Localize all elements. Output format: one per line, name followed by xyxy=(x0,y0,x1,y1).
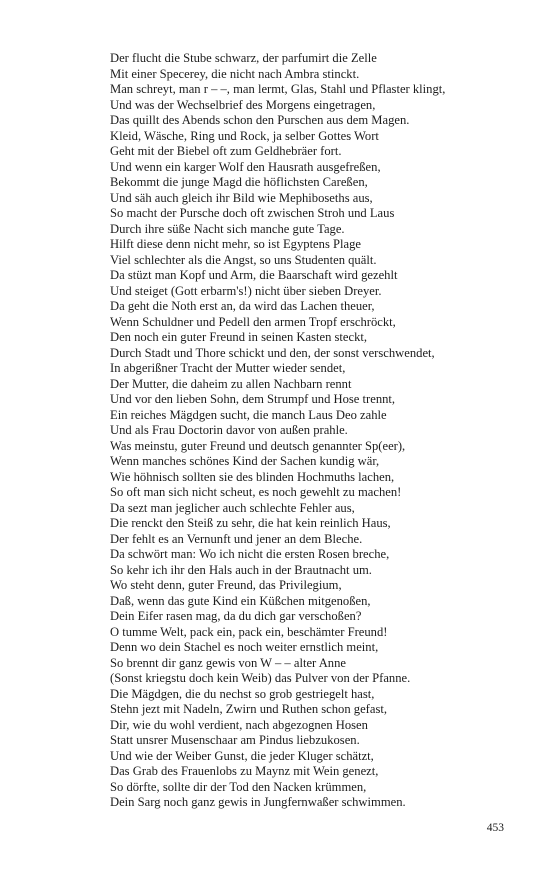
poem-line: Was meinstu, guter Freund und deutsch genannter Sp(eer), xyxy=(110,438,406,453)
poem-line: Durch ihre süße Nacht sich manche gute Tage. xyxy=(110,221,345,236)
poem-line: Bekommt die junge Magd die höflichsten Careßen, xyxy=(110,175,368,189)
poem-line: Der flucht die Stube schwarz, der parfumirt die Zelle xyxy=(110,51,377,65)
poem-line: Dir, wie du wohl verdient, nach abgezognen Hosen xyxy=(110,717,368,732)
poem-line: Und was der Wechselbrief des Morgens eingetragen, xyxy=(110,97,376,112)
poem-line: Und als Frau Doctorin davor von außen prahle. xyxy=(110,423,348,437)
poem-line: Da stüzt man Kopf und Arm, die Baarschaft wird gezehlt xyxy=(110,268,398,282)
poem-line: So dörfte, sollte dir der Tod den Nacken krümmen, xyxy=(110,779,367,794)
poem-line: Mit einer Specerey, die nicht nach Ambra stinckt. xyxy=(110,66,360,81)
poem-line: Dein Eifer rasen mag, da du dich gar verschoßen? xyxy=(110,609,362,623)
poem-line: Wenn manches schönes Kind der Sachen kundig wär, xyxy=(110,454,380,468)
poem-line: Stehn jezt mit Nadeln, Zwirn und Ruthen schon gefast, xyxy=(110,702,388,716)
poem-line: Und vor den lieben Sohn, dem Strumpf und Hose trennt, xyxy=(110,392,396,406)
poem-line: Da sezt man jeglicher auch schlechte Fehler aus, xyxy=(110,500,355,515)
poem-line: Dein Sarg noch ganz gewis in Jungfernwaßer schwimmen. xyxy=(110,795,406,809)
poem-line: So macht der Pursche doch oft zwischen Stroh und Laus xyxy=(110,206,395,220)
poem-line: Und wenn ein karger Wolf den Hausrath ausgefreßen, xyxy=(110,159,381,174)
poem-line: Statt unsrer Musenschaar am Pindus liebzukosen. xyxy=(110,733,360,747)
poem-line: So brennt dir ganz gewis von W – – alter Anne xyxy=(110,655,346,670)
poem-line: Der fehlt es an Vernunft und jener an dem Bleche. xyxy=(110,531,363,546)
poem-line: Hilft diese denn nicht mehr, so ist Egyptens Plage xyxy=(110,237,361,251)
poem-line: Da geht die Noth erst an, da wird das Lachen theuer, xyxy=(110,299,375,313)
poem-line: So kehr ich ihr den Hals auch in der Brautnacht um. xyxy=(110,562,372,577)
poem-line: (Sonst kriegstu doch kein Weib) das Pulver von der Pfanne. xyxy=(110,671,411,685)
poem-line: Viel schlechter als die Angst, so uns Studenten quält. xyxy=(110,252,377,267)
poem-line: Wenn Schuldner und Pedell den armen Tropf erschröckt, xyxy=(110,314,396,329)
poem-line: Wie höhnisch sollten sie des blinden Hochmuths lachen, xyxy=(110,469,395,484)
poem-line: So oft man sich nicht scheut, es noch gewehlt zu machen! xyxy=(110,485,402,499)
poem-line: Wo steht denn, guter Freund, das Privilegium, xyxy=(110,578,342,592)
poem-line: Und wie der Weiber Gunst, die jeder Kluger schätzt, xyxy=(110,748,374,763)
poem-text xyxy=(110,51,445,811)
poem-line: Man schreyt, man r – –, man lermt, Glas, Stahl und Pflaster klingt, xyxy=(110,82,446,96)
poem-line: Daß, wenn das gute Kind ein Küßchen mitgenoßen, xyxy=(110,593,371,608)
poem-line: Denn wo dein Stachel es noch weiter ernstlich meint, xyxy=(110,640,379,654)
poem-line: Den noch ein guter Freund in seinen Kasten steckt, xyxy=(110,330,368,344)
poem-line: Die renckt den Steiß zu sehr, die hat kein reinlich Haus, xyxy=(110,516,391,530)
poem-line: Die Mägdgen, die du nechst so grob gestriegelt hast, xyxy=(110,686,375,701)
poem-line: Kleid, Wäsche, Ring und Rock, ja selber Gottes Wort xyxy=(110,128,379,143)
poem-line: Der Mutter, die daheim zu allen Nachbarn rennt xyxy=(110,376,352,391)
poem-line: Geht mit der Biebel oft zum Geldhebräer fort. xyxy=(110,144,342,158)
poem-line: Da schwört man: Wo ich nicht die ersten Rosen breche, xyxy=(110,547,390,561)
page-number: 453 xyxy=(486,822,504,834)
poem-line: Und säh auch gleich ihr Bild wie Mephiboseths aus, xyxy=(110,190,373,205)
poem-line: In abgerißner Tracht der Mutter wieder sendet, xyxy=(110,361,346,375)
poem-line: Ein reiches Mägdgen sucht, die manch Laus Deo zahle xyxy=(110,407,387,422)
poem-line: Das quillt des Abends schon den Purschen aus dem Magen. xyxy=(110,113,410,127)
poem-line: O tumme Welt, pack ein, pack ein, beschämter Freund! xyxy=(110,624,388,639)
poem-line: Durch Stadt und Thore schickt und den, der sonst verschwendet, xyxy=(110,345,435,360)
poem-line: Und steiget (Gott erbarm's!) nicht über sieben Dreyer. xyxy=(110,283,382,298)
poem-line: Das Grab des Frauenlobs zu Maynz mit Wein genezt, xyxy=(110,764,379,778)
